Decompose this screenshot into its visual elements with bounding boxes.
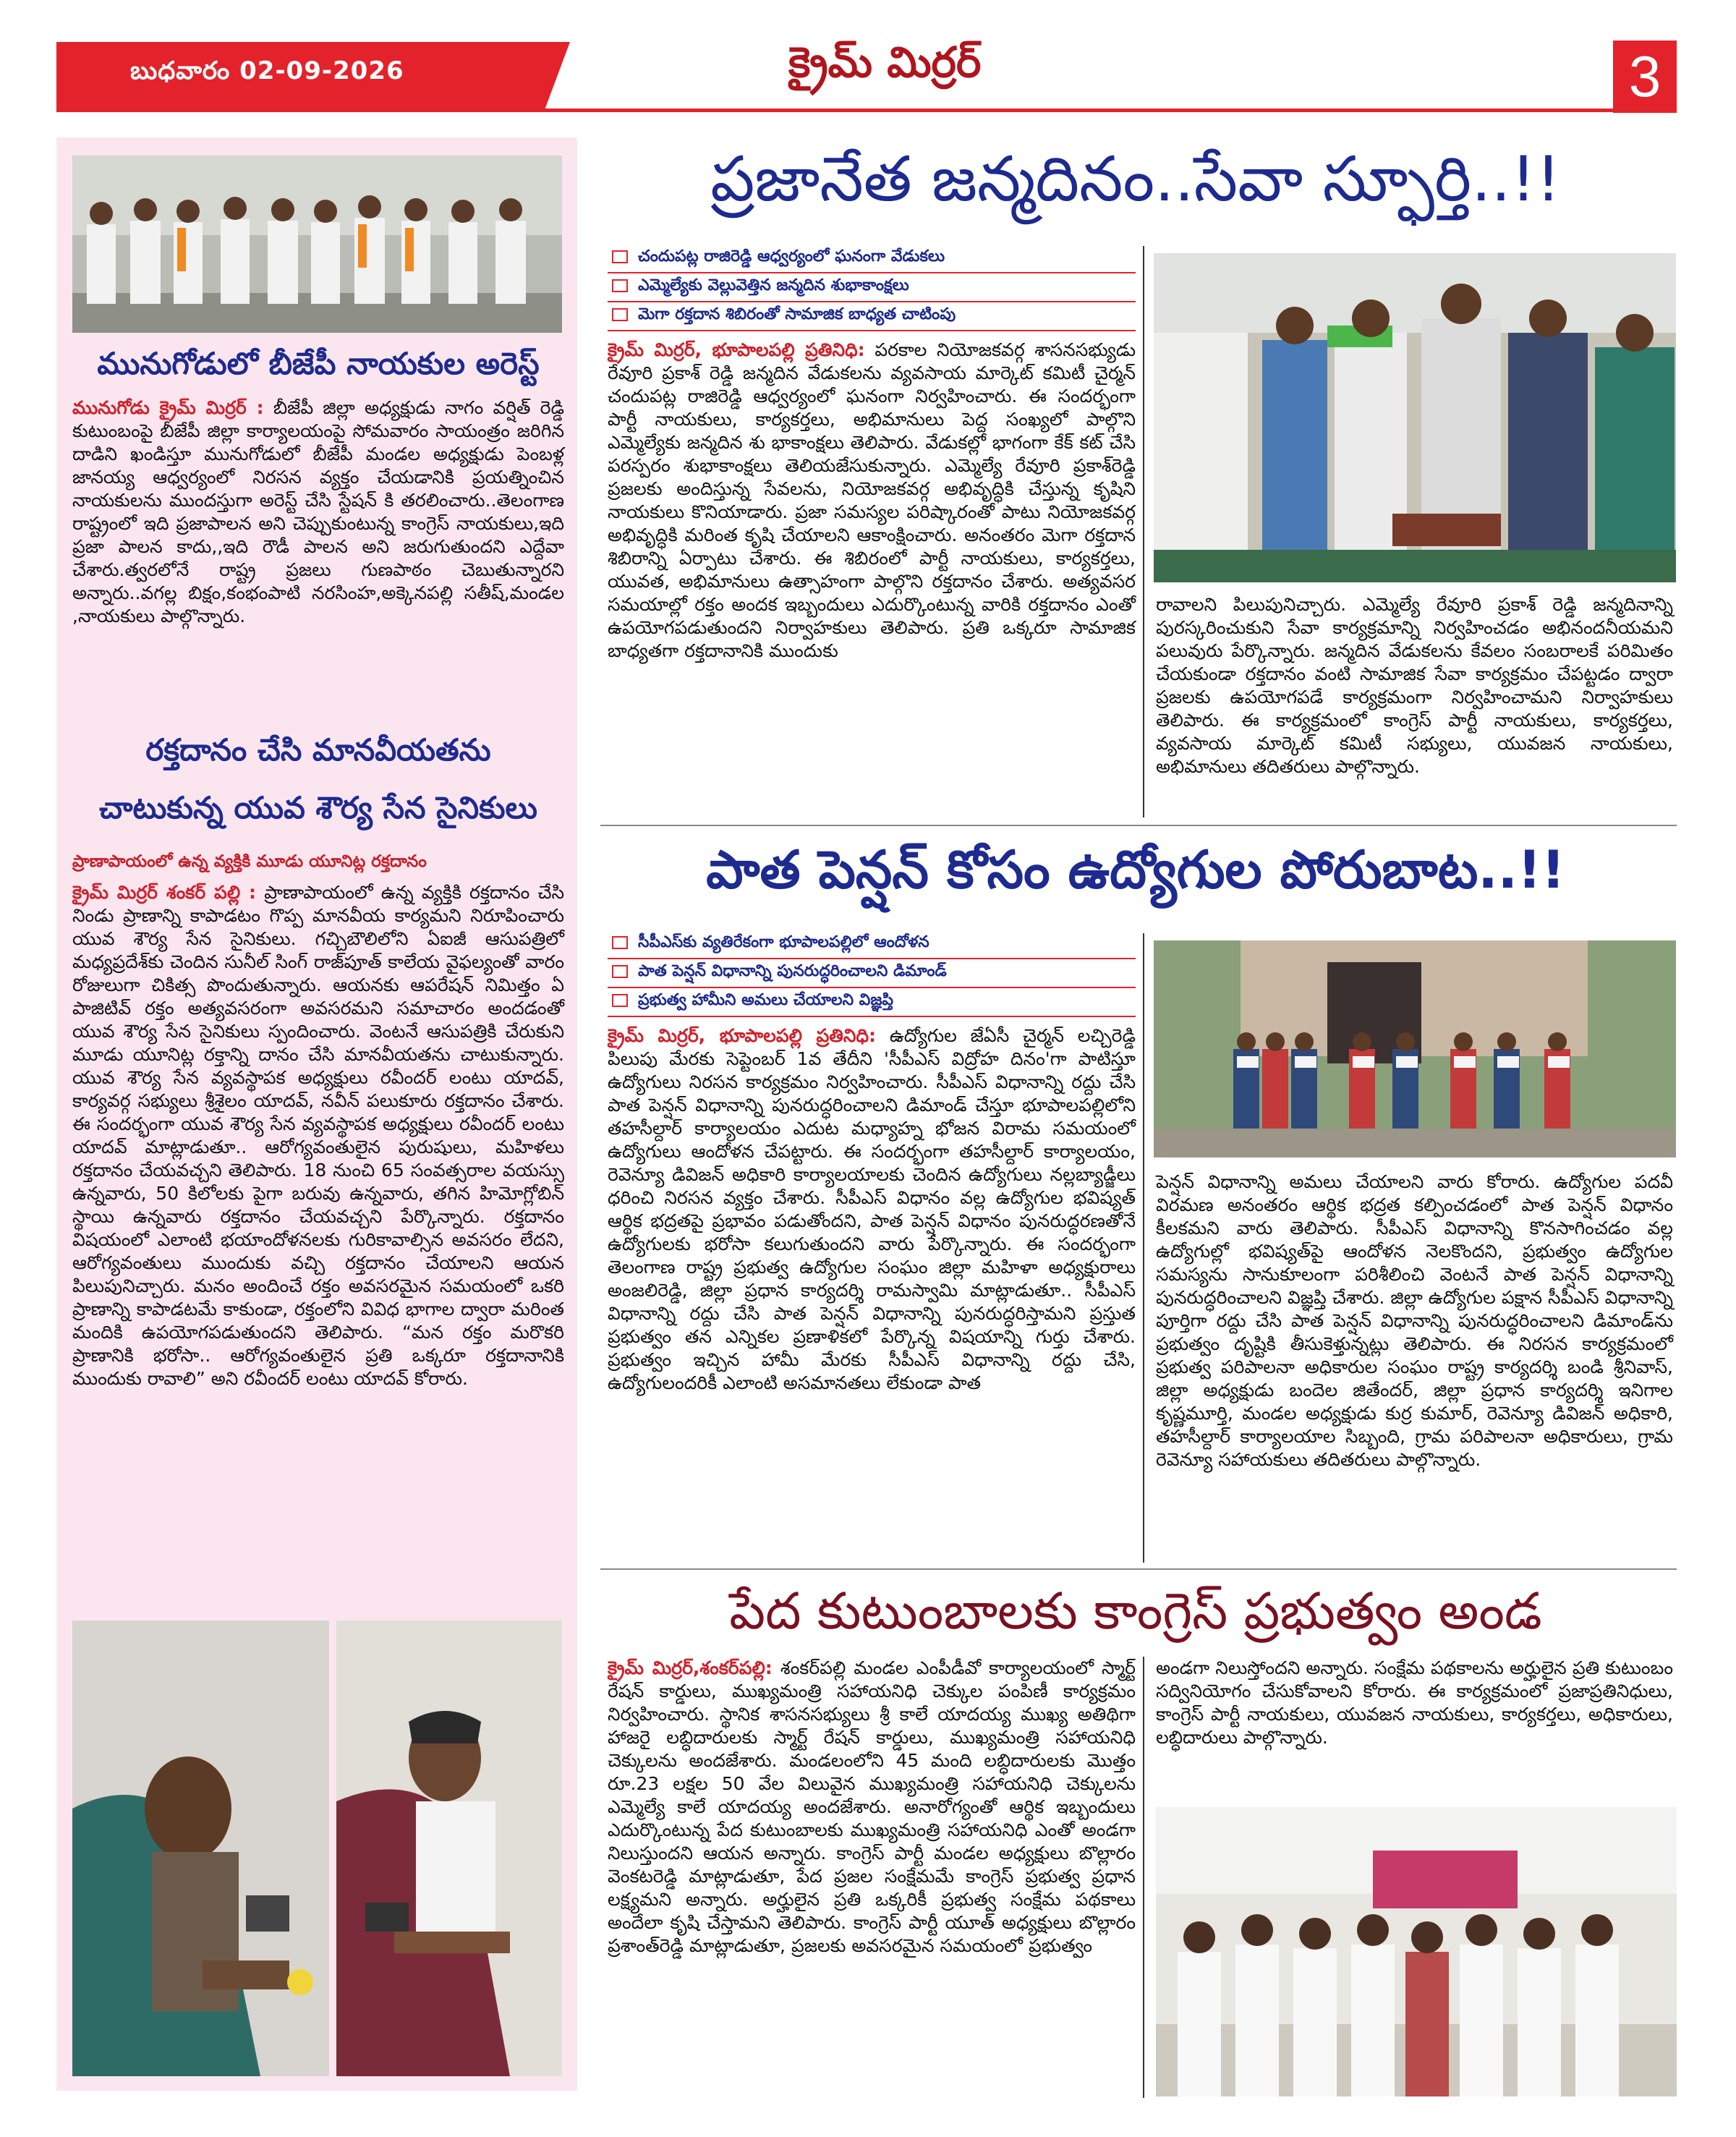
header-date: బుధవారం 02-09-2026 [130, 56, 404, 85]
birthday-body-right: రావాలని పిలుపునిచ్చారు. ఎమ్మెల్యే రేవూరి ప్రకాశ్ రెడ్డి జన్మదినాన్ని పురస్కరించుకుని సేవా కార్యక్రమాన్ని నిర్వహించడం అభినందనీయమని పలువురు పేర్కొన్నారు. జన్మదిన వేడుకలను కేవలం సంబరాలకే పరిమితం చేయకుండా రక్తదానం వంటి సామాజిక సేవా కార్యక్రమం చేపట్టడం ద్వారా ప్రజలకు ఉపయోగపడే కార్యక్రమంగా నిర్వహించామని నిర్వాహకులు తెలిపారు. ఈ కార్యక్రమంలో కాంగ్రెస్ పార్టీ నాయకులు, కార్యకర్తలు, వ్యవసాయ మార్కెట్ కమిటీ సభ్యులు, యువజన నాయకులు, అభిమానులు తదితరులు పాల్గొన్నారు. [1156, 594, 1673, 777]
birthday-headline: ప్రజానేత జన్మదినం..సేవా స్ఫూర్తి..!! [710, 143, 1561, 216]
birthday-bullet-1: చందుపట్ల రాజిరెడ్డి ఆధ్వర్యంలో ఘనంగా వేడుకలు [608, 245, 1136, 273]
column-divider-3 [1143, 1657, 1144, 2098]
blood-donation-headline-line2: చాటుకున్న యువ శౌర్య సేన సైనికులు [99, 790, 537, 825]
bjp-leaders-photo [72, 156, 562, 333]
bjp-arrest-byline: మునుగోడు క్రైమ్ మిర్రర్ : [72, 397, 264, 418]
blood-donation-body [72, 881, 564, 1390]
birthday-cake-photo [1154, 253, 1676, 582]
column-divider [1143, 246, 1144, 817]
pension-bullet-2: పాత పెన్షన్ విధానాన్ని పునరుద్ధరించాలని డిమాండ్ [608, 959, 1136, 988]
blood-donor-photo-1 [72, 1620, 329, 2076]
pension-text-left: ఉద్యోగుల జేఏసీ చైర్మన్ లచ్చిరెడ్డి పిలుపు మేరకు సెప్టెంబర్ 1వ తేదీని 'సీపీఎస్ విద్రోహ దినం'గా పాటిస్తూ ఉద్యోగులు నిరసన కార్యక్రమం నిర్వహించారు. సీపీఎస్ విధానాన్ని రద్దు చేసి పాత పెన్షన్ విధానాన్ని పునరుద్ధరించాలని డిమాండ్ చేస్తూ భూపాలపల్లిలోని తహసీల్దార్ కార్యాలయం ఎదుట మధ్యాహ్న భోజన విరామ సమయంలో ఉద్యోగులు ఆందోళన చేపట్టారు. ఈ సందర్భంగా తహసీల్దార్ కార్యాలయం, రెవెన్యూ డివిజన్ అధికారి కార్యాలయాలకు చెందిన ఉద్యోగులు నల్లబ్యాడ్జీలు ధరించి నిరసన వ్యక్తం చేశారు. సీపీఎస్ విధానం వల్ల ఉద్యోగుల భవిష్యత్ ఆర్థిక భద్రతపై ప్రభావం పడుతోందని, పాత పెన్షన్ విధానం పునరుద్ధరణతోనే ఉద్యోగులకు భరోసా కలుగుతుందని వారు పేర్కొన్నారు. ఈ సందర్భంగా తెలంగాణ రాష్ట్ర ప్రభుత్వ ఉద్యోగుల సంఘం జిల్లా మహిళా అధ్యక్షురాలు అంజలిరెడ్డి, జిల్లా ప్రధాన కార్యదర్శి రామస్వామి మాట్లాడుతూ.. సీపీఎస్ విధానాన్ని రద్దు చేసి పాత పెన్షన్ విధానాన్ని పునరుద్ధరిస్తామని ప్రస్తుత ప్రభుత్వం తన ఎన్నికల ప్రణాళికలో పేర్కొన్న విషయాన్ని గుర్తు చేశారు. ప్రభుత్వం ఇచ్చిన హామీ మేరకు సీపీఎస్ విధానాన్ని రద్దు చేసి, ఉద్యోగులందరికీ ఎలాంటి అసమానతలు లేకుండా పాత [608, 1025, 1136, 1393]
blood-donation-subhead: ప్రాణాపాయంలో ఉన్న వ్యక్తికి మూడు యూనిట్ల రక్తదానం [72, 852, 427, 871]
bjp-arrest-headline: మునుగోడులో బీజేపీ నాయకుల అరెస్ట్ [97, 346, 540, 381]
pension-byline: క్రైమ్ మిర్రర్, భూపాలపల్లి ప్రతినిధి: [608, 1025, 877, 1046]
welfare-body-left [608, 1657, 1136, 1958]
section-rule-1 [600, 825, 1677, 826]
welfare-body-right: అండగా నిలుస్తోందని అన్నారు. సంక్షేమ పథకాలను అర్హులైన ప్రతి కుటుంబం సద్వినియోగం చేసుకోవాలని కోరారు. ఈ కార్యక్రమంలో ప్రజాప్రతినిధులు, కాంగ్రెస్ పార్టీ నాయకులు, యువజన నాయకులు, కార్యకర్తలు, అధికారులు, లబ్ధిదారులు పాల్గొన్నారు. [1156, 1657, 1673, 1748]
blood-donation-byline: క్రైమ్ మిర్రర్ శంకర్ పల్లి : [72, 882, 257, 903]
page-number: 3 [1613, 41, 1677, 113]
pension-protest-photo [1154, 940, 1676, 1157]
welfare-byline: క్రైమ్ మిర్రర్,శంకర్‌పల్లి: [608, 1657, 773, 1678]
welfare-text-left: శంకర్‌పల్లి మండల ఎంపీడీవో కార్యాలయంలో స్మార్ట్ రేషన్ కార్డులు, ముఖ్యమంత్రి సహాయనిధి చెక్కుల పంపిణీ కార్యక్రమం నిర్వహించారు. స్థానిక శాసనసభ్యులు శ్రీ కాలే యాదయ్య ముఖ్య అతిథిగా హాజరై లబ్ధిదారులకు స్మార్ట్ రేషన్ కార్డులు, ముఖ్యమంత్రి సహాయనిధి చెక్కులను అందజేశారు. మండలంలోని 45 మంది లబ్ధిదారులకు మొత్తం రూ.23 లక్షల 50 వేల విలువైన ముఖ్యమంత్రి సహాయనిధి చెక్కులను ఎమ్మెల్యే కాలే యాదయ్య అందజేశారు. అనారోగ్యంతో ఆర్థిక ఇబ్బందులు ఎదుర్కొంటున్న పేద కుటుంబాలకు ముఖ్యమంత్రి సహాయనిధి ఎంతో అండగా నిలుస్తుందని ఆయన అన్నారు. కాంగ్రెస్ పార్టీ మండల అధ్యక్షులు బొల్లారం వెంకటరెడ్డి మాట్లాడుతూ, పేద ప్రజల సంక్షేమమే కాంగ్రెస్ ప్రభుత్వ ప్రధాన లక్ష్యమని అన్నారు. అర్హులైన ప్రతి ఒక్కరికీ ప్రభుత్వ సంక్షేమ పథకాలు అందేలా కృషి చేస్తామని తెలిపారు. కాంగ్రెస్ పార్టీ యూత్ అధ్యక్షులు బొల్లారం ప్రశాంత్‌రెడ్డి మాట్లాడుతూ, ప్రజలకు అవసరమైన సమయంలో ప్రభుత్వం [608, 1657, 1136, 1956]
welfare-headline: పేద కుటుంబాలకు కాంగ్రెస్ ప్రభుత్వం అండ [729, 1581, 1542, 1641]
birthday-text-left: పరకాల నియోజకవర్గ శాసనసభ్యుడు రేవూరి ప్రకాశ్ రెడ్డి జన్మదిన వేడుకలను వ్యవసాయ మార్కెట్ కమిటీ చైర్మన్ చందుపట్ల రాజిరెడ్డి ఆధ్వర్యంలో ఘనంగా నిర్వహించారు. ఈ సందర్భంగా పార్టీ నాయకులు, కార్యకర్తలు, అభిమానులు పెద్ద సంఖ్యలో పాల్గొని ఎమ్మెల్యేకు జన్మదిన శు భాకాంక్షలు తెలిపారు. వేడుకల్లో భాగంగా కేక్ కట్ చేసి పరస్పరం శుభాకాంక్షలు తెలియజేసుకున్నారు. ఎమ్మెల్యే రేవూరి ప్రకాశ్‌రెడ్డి ప్రజలకు అందిస్తున్న సేవలను, నియోజకవర్గ అభివృద్ధికి చేస్తున్న కృషిని నాయకులు కొనియాడారు. ప్రజా సమస్యల పరిష్కారంతో పాటు నియోజకవర్గ అభివృద్ధికి మరింత కృషి చేయాలని ఆకాంక్షించారు. అనంతరం మెగా రక్తదాన శిబిరాన్ని ఏర్పాటు చేశారు. ఈ శిబిరంలో పార్టీ నాయకులు, కార్యకర్తలు, యువత, అభిమానులు ఉత్సాహంగా పాల్గొని రక్తదానం చేశారు. అత్యవసర సమయాల్లో రక్తం అందక ఇబ్బందులు ఎదుర్కొంటున్న వారికి రక్తదానం ఎంతో ఉపయోగపడుతుందని నిర్వాహకులు తెలిపారు. ప్రతి ఒక్కరూ సామాజిక బాధ్యతగా రక్తదానానికి ముందుకు [608, 339, 1136, 661]
pension-body-right: పెన్షన్ విధానాన్ని అమలు చేయాలని వారు కోరారు. ఉద్యోగుల పదవీ విరమణ అనంతరం ఆర్థిక భద్రత కల్పించడంలో పాత పెన్షన్ విధానం కీలకమని వారు తెలిపారు. సీపీఎస్ విధానాన్ని కొనసాగించడం వల్ల ఉద్యోగుల్లో భవిష్యత్‌పై ఆందోళన నెలకొందని, ప్రభుత్వం ఉద్యోగుల సమస్యను సానుకూలంగా పరిశీలించి వెంటనే పాత పెన్షన్ విధానాన్ని పునరుద్ధరించాలని విజ్ఞప్తి చేశారు. జిల్లా ఉద్యోగుల పక్షాన సీపీఎస్ విధానాన్ని పూర్తిగా రద్దు చేసి పాత పెన్షన్ విధానాన్ని పునరుద్ధరించాలని డిమాండ్‌ను ప్రభుత్వం దృష్టికి తీసుకెళ్తున్నట్లు తెలిపారు. ఈ నిరసన కార్యక్రమంలో ప్రభుత్వ పరిపాలనా అధికారుల సంఘం రాష్ట్ర కార్యదర్శి బండి శ్రీనివాస్, జిల్లా అధ్యక్షుడు బందెల జితేందర్, జిల్లా ప్రధాన కార్యదర్శి ఇనిగాల కృష్ణమూర్తి, మండల అధ్యక్షుడు కుర్ర కుమార్, రెవెన్యూ డివిజన్ అధికారి, తహసీల్దార్ కార్యాలయాల సిబ్బంది, గ్రామ పరిపాలనా అధికారులు, గ్రామ రెవెన్యూ సహాయకులు తదితరులు పాల్గొన్నారు. [1156, 1171, 1673, 1470]
pension-body-left [608, 1024, 1136, 1395]
birthday-bullets [608, 245, 1136, 331]
masthead-logo: క్రైమ్ మిర్రర్ [788, 38, 982, 87]
header-rule [56, 109, 1677, 112]
welfare-event-photo [1156, 1807, 1677, 2096]
pension-bullet-1: సీపీఎస్‌కు వ్యతిరేకంగా భూపాలపల్లిలో ఆందోళన [608, 930, 1136, 959]
birthday-byline: క్రైమ్ మిర్రర్, భూపాలపల్లి ప్రతినిధి: [608, 339, 865, 360]
column-divider-2 [1143, 933, 1144, 1563]
birthday-bullet-3: మెగా రక్తదాన శిబిరంతో సామాజిక బాధ్యత చాటింపు [608, 302, 1136, 331]
birthday-bullet-2: ఎమ్మెల్యేకు వెల్లువెత్తిన జన్మదిన శుభాకాంక్షలు [608, 273, 1136, 302]
blood-donor-photo-2 [336, 1620, 562, 2076]
bjp-arrest-body [72, 396, 564, 628]
section-rule-2 [600, 1568, 1677, 1570]
birthday-body-left [608, 339, 1136, 663]
pension-bullets [608, 930, 1136, 1017]
blood-donation-headline-line1: రక్తదానం చేసి మానవీయతను [145, 732, 491, 768]
bjp-arrest-text: బీజేపీ జిల్లా అధ్యక్షుడు నాగం వర్షిత్ రెడ్డి కుటుంబంపై బీజేపీ జిల్లా కార్యాలయంపై సోమవారం సాయంత్రం జరిగిన దాడిని ఖండిస్తూ మునుగోడులో బీజేపీ మండల అధ్యక్షుడు పెంబళ్ల జానయ్య ఆధ్వర్యంలో నిరసన వ్యక్తం చేయడానికి ప్రయత్నించిన నాయకులను ముందస్తుగా అరెస్ట్ చేసి స్టేషన్ కి తరలించారు..తెలంగాణ రాష్ట్రంలో ఇది ప్రజాపాలన అని చెప్పుకుంటున్న కాంగ్రెస్ నాయకులు,ఇది ప్రజా పాలన కాదు,,ఇది రౌడీ పాలన అని జరుగుతుందని ఎద్దేవా చేశారు.త్వరలోనే రాష్ట్ర ప్రజలు గుణపాఠం చెబుతున్నారని అన్నారు..వగల్ల బిక్షం,కంభంపాటి నరసింహ,అక్కెనపల్లి సతీష్,మండల ,నాయకులు పాల్గొన్నారు. [72, 397, 565, 626]
pension-bullet-3: ప్రభుత్వ హామీని అమలు చేయాలని విజ్ఞప్తి [608, 988, 1136, 1017]
pension-headline: పాత పెన్షన్ కోసం ఉద్యోగుల పోరుబాట..!! [706, 839, 1565, 900]
blood-donation-text: ప్రాణాపాయంలో ఉన్న వ్యక్తికి రక్తదానం చేసి నిండు ప్రాణాన్ని కాపాడటం గొప్ప మానవీయ కార్యమని నిరూపించారు యువ శౌర్య సేన సైనికులు. గచ్చిబౌలిలోని ఏఐజీ ఆసుపత్రిలో మధ్యప్రదేశ్‌కు చెందిన సునీల్ సింగ్ రాజ్‌పూత్ కాలేయ వైఫల్యంతో వారం రోజులుగా చికిత్స పొందుతున్నారు. ఆయనకు ఆపరేషన్ నిమిత్తం ఏ పాజిటివ్ రక్తం అత్యవసరంగా అవసరమని సమాచారం అందడంతో యువ శౌర్య సేన సైనికులు స్పందించారు. వెంటనే ఆసుపత్రికి చేరుకుని మూడు యూనిట్ల రక్తాన్ని దానం చేసి మానవీయతను చాటుకున్నారు. యువ శౌర్య సేన వ్యవస్థాపక అధ్యక్షులు రవీందర్ లంటు యాదవ్, కార్యవర్గ సభ్యులు శ్రీశైలం యాదవ్, నవీన్ పలుకూరు రక్తదానం చేశారు. ఈ సందర్భంగా యువ శౌర్య సేన వ్యవస్థాపక అధ్యక్షులు రవీందర్ లంటు యాదవ్ మాట్లాడుతూ.. ఆరోగ్యవంతులైన పురుషులు, మహిళలు రక్తదానం చేయవచ్చని తెలిపారు. 18 నుంచి 65 సంవత్సరాల వయస్సు ఉన్నవారు, 50 కిలోలకు పైగా బరువు ఉన్నవారు, తగిన హిమోగ్లోబిన్ స్థాయి ఉన్నవారు రక్తదానం చేయవచ్చని పేర్కొన్నారు. రక్తదానం విషయంలో ఎలాంటి భయాందోళనలకు గురికావాల్సిన అవసరం లేదని, ఆరోగ్యవంతులు ముందుకు వచ్చి రక్తదానం చేయాలని ఆయన పిలుపునిచ్చారు. మనం అందించే రక్తం అవసరమైన సమయంలో ఒకరి ప్రాణాన్ని కాపాడటమే కాకుండా, రక్తంలోని వివిధ భాగాల ద్వారా మరింత మందికి ఉపయోగపడుతుందని తెలిపారు. “మన రక్తం మరొకరి ప్రాణానికి భరోసా.. ఆరోగ్యవంతులైన ప్రతి ఒక్కరూ రక్తదానానికి ముందుకు రావాలి” అని రవీందర్ లంటు యాదవ్ కోరారు. [72, 882, 564, 1389]
